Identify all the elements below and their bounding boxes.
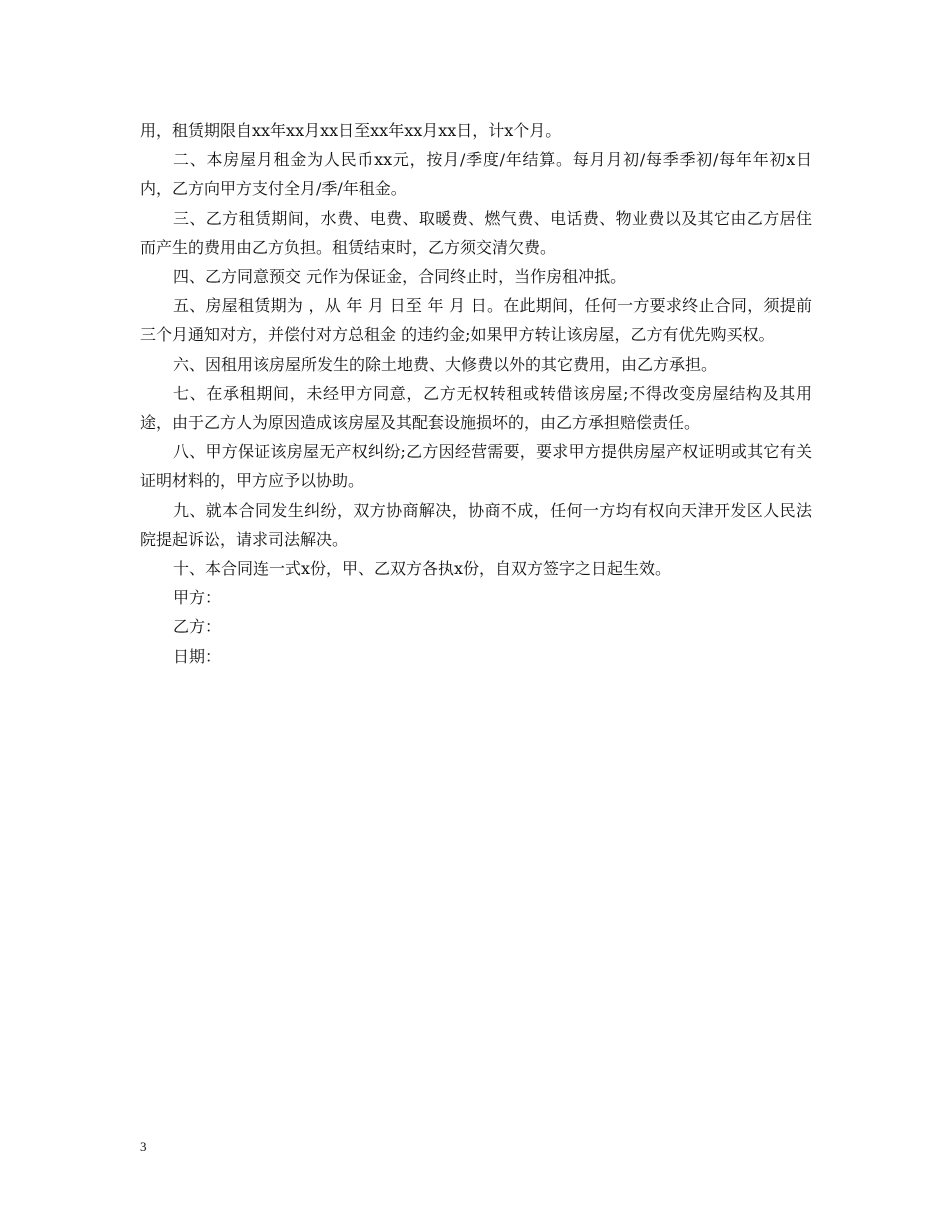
paragraph-disputes: 九、就本合同发生纠纷，双方协商解决，协商不成，任何一方均有权向天津开发区人民法院提起诉讼，请求司法解决。 xyxy=(140,500,812,549)
paragraph-other-fees: 六、因租用该房屋所发生的除土地费、大修费以外的其它费用，由乙方承担。 xyxy=(173,354,718,374)
signature-party-b: 乙方： xyxy=(173,617,222,637)
paragraph-lease-period: 五、房屋租赁期为 ，从 年 月 日至 年 月 日。在此期间，任何一方要求终止合同，须提前三个月通知对方，并偿付对方总租金 的违约金;如果甲方转让该房屋，乙方有优先购买权。 xyxy=(140,296,812,345)
paragraph-ownership: 八、甲方保证该房屋无产权纠纷;乙方因经营需要，要求甲方提供房屋产权证明或其它有关证明材料的，甲方应予以协助。 xyxy=(140,442,812,491)
paragraph-deposit: 四、乙方同意预交 元作为保证金，合同终止时，当作房租冲抵。 xyxy=(173,267,627,287)
page-number: 3 xyxy=(140,1139,147,1154)
paragraph-sublease: 七、在承租期间，未经甲方同意，乙方无权转租或转借该房屋;不得改变房屋结构及其用途，由于乙方人为原因造成该房屋及其配套设施损坏的，由乙方承担赔偿责任。 xyxy=(140,383,812,433)
signature-party-a: 甲方： xyxy=(173,588,222,608)
paragraph-lease-term: 用，租赁期限自xx年xx月xx日至xx年xx月xx日，计x个月。 xyxy=(140,121,562,140)
paragraph-utilities: 三、乙方租赁期间，水费、电费、取暖费、燃气费、电话费、物业费以及其它由乙方居住而产生的费用由乙方负担。租赁结束时，乙方须交清欠费。 xyxy=(140,208,812,257)
signature-date: 日期： xyxy=(173,646,222,666)
contract-body xyxy=(140,116,812,671)
paragraph-copies: 十、本合同连一式x份，甲、乙双方各执x份，自双方签字之日起生效。 xyxy=(173,559,672,579)
paragraph-rent: 二、本房屋月租金为人民币xx元，按月/季度/年结算。每月月初/每季季初/每年年初x日内，乙方向甲方支付全月/季/年租金。 xyxy=(140,150,812,199)
